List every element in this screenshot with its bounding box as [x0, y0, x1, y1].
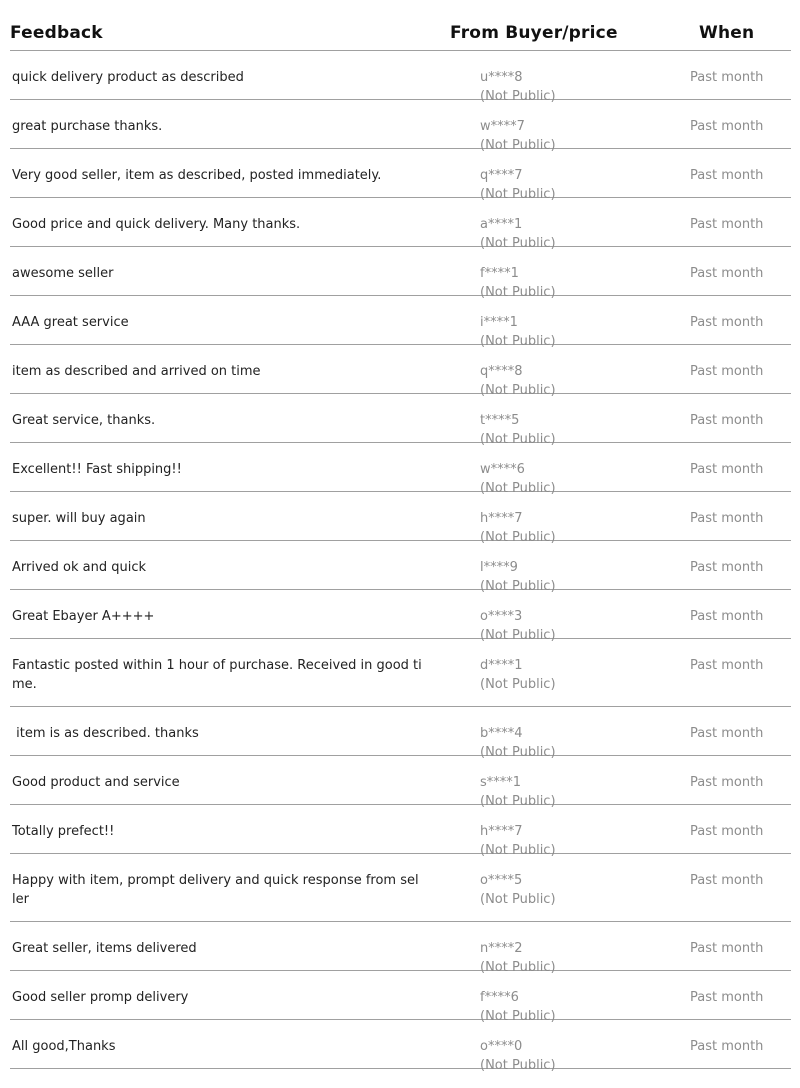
- feedback-text: Totally prefect!!: [12, 824, 115, 839]
- feedback-text: Happy with item, prompt delivery and quick response from seller: [12, 873, 419, 907]
- buyer-id: u****8: [480, 70, 523, 85]
- column-header-feedback: Feedback: [10, 23, 103, 43]
- table-row: [10, 492, 791, 545]
- when-cell: Past month: [690, 873, 764, 888]
- feedback-text: Great Ebayer A++++: [12, 609, 155, 624]
- feedback-text: Good product and service: [12, 775, 180, 790]
- feedback-text: AAA great service: [12, 315, 129, 330]
- when-cell: Past month: [690, 941, 764, 956]
- feedback-text: great purchase thanks.: [12, 119, 163, 134]
- table-row: [10, 296, 791, 349]
- table-row: [10, 971, 791, 1024]
- buyer-id: t****5: [480, 413, 520, 428]
- table-row: [10, 756, 791, 809]
- when-cell: Past month: [690, 658, 764, 673]
- buyer-id: i****1: [480, 315, 518, 330]
- feedback-text: item as described and arrived on time: [12, 364, 261, 379]
- column-header-buyer-price: From Buyer/price: [450, 23, 618, 43]
- buyer-cell: [480, 871, 556, 909]
- buyer-visibility: (Not Public): [480, 794, 556, 809]
- feedback-text: item is as described. thanks: [12, 726, 199, 741]
- table-row: [10, 1020, 791, 1073]
- feedback-text: quick delivery product as described: [12, 70, 244, 85]
- buyer-visibility: (Not Public): [480, 285, 556, 300]
- buyer-visibility: (Not Public): [480, 481, 556, 496]
- when-cell: Past month: [690, 364, 764, 379]
- table-row: [10, 394, 791, 447]
- when-cell: Past month: [690, 462, 764, 477]
- feedback-text: All good,Thanks: [12, 1039, 116, 1054]
- buyer-cell: [480, 1037, 556, 1075]
- buyer-id: n****2: [480, 941, 523, 956]
- when-cell: Past month: [690, 560, 764, 575]
- feedback-text: Fantastic posted within 1 hour of purchase. Received in good time.: [12, 658, 422, 692]
- buyer-visibility: (Not Public): [480, 236, 556, 251]
- buyer-id: w****6: [480, 462, 525, 477]
- when-cell: Past month: [690, 315, 764, 330]
- buyer-id: f****6: [480, 990, 519, 1005]
- table-row: [10, 639, 791, 707]
- when-cell: Past month: [690, 609, 764, 624]
- buyer-visibility: (Not Public): [480, 677, 556, 692]
- buyer-id: b****4: [480, 726, 523, 741]
- buyer-visibility: (Not Public): [480, 530, 556, 545]
- buyer-visibility: (Not Public): [480, 1058, 556, 1073]
- feedback-table: [10, 0, 791, 1073]
- when-cell: Past month: [690, 266, 764, 281]
- buyer-id: a****1: [480, 217, 523, 232]
- buyer-id: o****3: [480, 609, 523, 624]
- feedback-text: awesome seller: [12, 266, 114, 281]
- when-cell: Past month: [690, 990, 764, 1005]
- buyer-visibility: (Not Public): [480, 432, 556, 447]
- when-cell: Past month: [690, 70, 764, 85]
- feedback-text: Very good seller, item as described, posted immediately.: [12, 168, 382, 183]
- table-row: [10, 51, 791, 104]
- feedback-text: Good price and quick delivery. Many thanks.: [12, 217, 301, 232]
- buyer-visibility: (Not Public): [480, 892, 556, 907]
- buyer-visibility: (Not Public): [480, 843, 556, 858]
- buyer-visibility: (Not Public): [480, 334, 556, 349]
- buyer-id: o****0: [480, 1039, 523, 1054]
- when-cell: Past month: [690, 413, 764, 428]
- buyer-visibility: (Not Public): [480, 960, 556, 975]
- buyer-id: l****9: [480, 560, 518, 575]
- table-row: [10, 247, 791, 300]
- table-row: [10, 149, 791, 202]
- feedback-text: Great service, thanks.: [12, 413, 156, 428]
- feedback-text: Great seller, items delivered: [12, 941, 197, 956]
- buyer-visibility: (Not Public): [480, 1009, 556, 1024]
- when-cell: Past month: [690, 775, 764, 790]
- buyer-id: q****8: [480, 364, 523, 379]
- buyer-cell: [480, 656, 556, 694]
- when-cell: Past month: [690, 168, 764, 183]
- buyer-visibility: (Not Public): [480, 187, 556, 202]
- when-cell: Past month: [690, 1039, 764, 1054]
- table-row: [10, 100, 791, 153]
- table-header: [10, 0, 791, 51]
- table-row: [10, 198, 791, 251]
- buyer-id: s****1: [480, 775, 522, 790]
- feedback-text: Arrived ok and quick: [12, 560, 147, 575]
- buyer-visibility: (Not Public): [480, 628, 556, 643]
- feedback-text: Good seller promp delivery: [12, 990, 189, 1005]
- table-row: [10, 922, 791, 975]
- buyer-visibility: (Not Public): [480, 383, 556, 398]
- when-cell: Past month: [690, 824, 764, 839]
- table-row: [10, 854, 791, 922]
- feedback-text: super. will buy again: [12, 511, 146, 526]
- table-row: [10, 707, 791, 760]
- table-row: [10, 590, 791, 643]
- buyer-id: h****7: [480, 511, 523, 526]
- buyer-visibility: (Not Public): [480, 579, 556, 594]
- buyer-id: d****1: [480, 658, 523, 673]
- table-row: [10, 443, 791, 496]
- buyer-id: o****5: [480, 873, 523, 888]
- buyer-id: h****7: [480, 824, 523, 839]
- buyer-visibility: (Not Public): [480, 745, 556, 760]
- buyer-id: f****1: [480, 266, 519, 281]
- buyer-id: w****7: [480, 119, 525, 134]
- buyer-id: q****7: [480, 168, 523, 183]
- when-cell: Past month: [690, 511, 764, 526]
- table-row: [10, 345, 791, 398]
- when-cell: Past month: [690, 217, 764, 232]
- column-header-when: When: [699, 23, 755, 43]
- when-cell: Past month: [690, 726, 764, 741]
- when-cell: Past month: [690, 119, 764, 134]
- table-row: [10, 541, 791, 594]
- feedback-text: Excellent!! Fast shipping!!: [12, 462, 182, 477]
- table-row: [10, 805, 791, 858]
- buyer-visibility: (Not Public): [480, 138, 556, 153]
- buyer-visibility: (Not Public): [480, 89, 556, 104]
